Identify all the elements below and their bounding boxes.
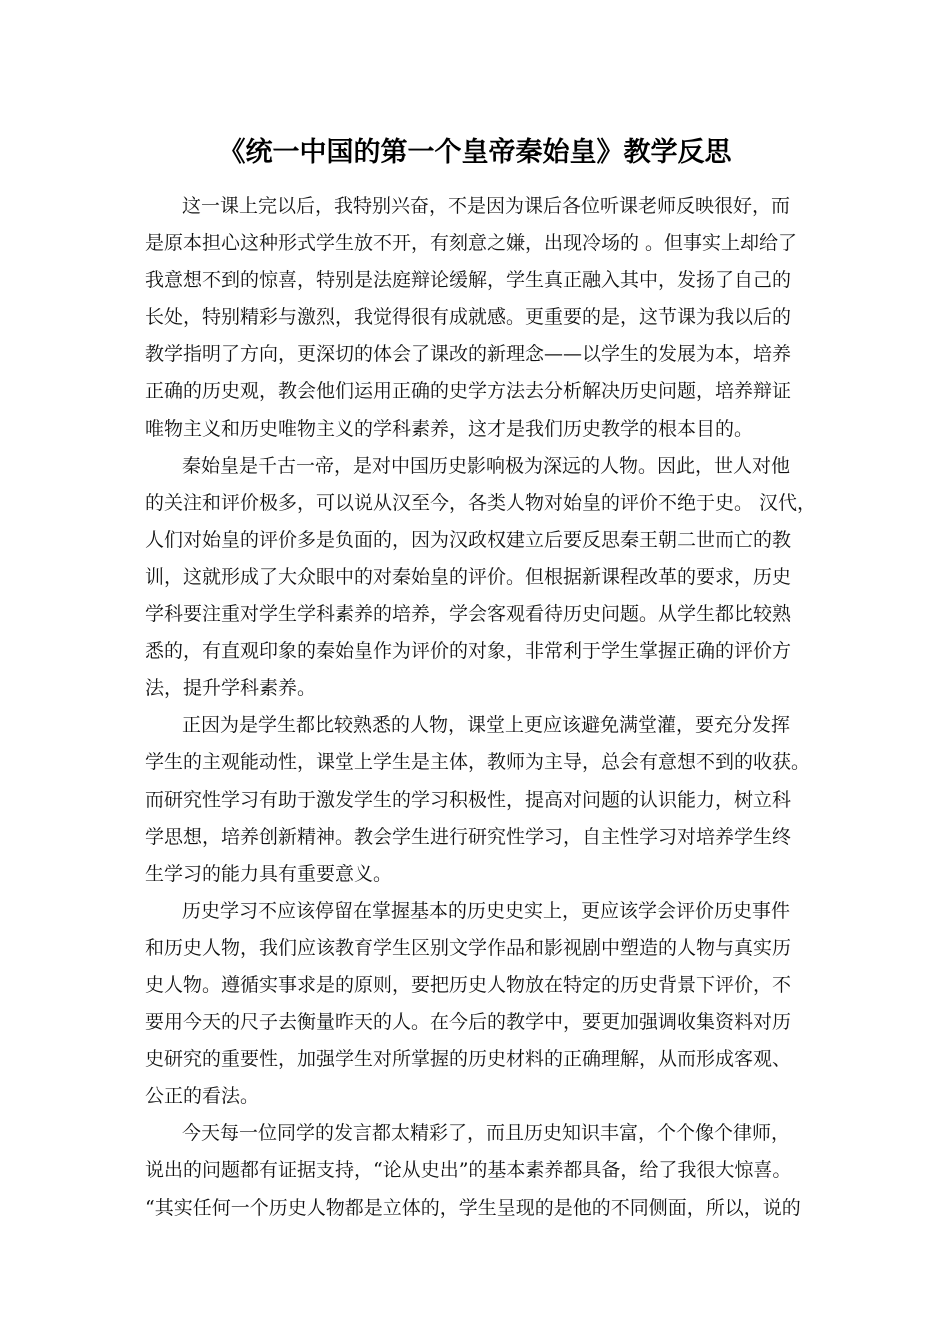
text-line: 史研究的重要性，加强学生对所掌握的历史材料的正确理解，从而形成客观、 bbox=[145, 1048, 792, 1071]
text-line: 而研究性学习有助于激发学生的学习积极性，提高对问题的认识能力，树立科 bbox=[145, 788, 792, 811]
text-line: 学思想，培养创新精神。教会学生进行研究性学习，自主性学习对培养学生终 bbox=[145, 825, 792, 848]
text-line: “其实任何一个历史人物都是立体的，学生呈现的是他的不同侧面，所以，说的 bbox=[145, 1196, 801, 1219]
text-line: 正确的历史观，教会他们运用正确的史学方法去分析解决历史问题，培养辩证 bbox=[145, 380, 792, 403]
text-line: 公正的看法。 bbox=[145, 1085, 260, 1108]
text-line: 的关注和评价极多，可以说从汉至今，各类人物对始皇的评价不绝于史。 汉代， bbox=[145, 491, 817, 514]
text-line: 学生的主观能动性，课堂上学生是主体，教师为主导，总会有意想不到的收获。 bbox=[145, 751, 811, 774]
text-line: 人们对始皇的评价多是负面的，因为汉政权建立后要反思秦王朝二世而亡的教 bbox=[145, 528, 792, 551]
text-line: 是原本担心这种形式学生放不开，有刻意之嫌，出现冷场的 。但事实上却给了 bbox=[145, 232, 798, 255]
text-line: 法，提升学科素养。 bbox=[145, 677, 317, 700]
text-line: 这一课上完以后，我特别兴奋，不是因为课后各位听课老师反映很好，而 bbox=[182, 195, 791, 217]
text-line: 正因为是学生都比较熟悉的人物，课堂上更应该避免满堂灌，要充分发挥 bbox=[182, 714, 791, 737]
text-line: 今天每一位同学的发言都太精彩了，而且历史知识丰富，个个像个律师， bbox=[182, 1122, 791, 1145]
text-line: 训，这就形成了大众眼中的对秦始皇的评价。但根据新课程改革的要求，历史 bbox=[145, 565, 792, 588]
text-line: 悉的，有直观印象的秦始皇作为评价的对象，非常利于学生掌握正确的评价方 bbox=[145, 640, 792, 663]
text-line: 要用今天的尺子去衡量昨天的人。在今后的教学中，要更加强调收集资料对历 bbox=[145, 1011, 792, 1034]
document-body bbox=[145, 188, 825, 1227]
text-line: 唯物主义和历史唯物主义的学科素养，这才是我们历史教学的根本目的。 bbox=[145, 417, 754, 440]
text-line: 学科要注重对学生学科素养的培养，学会客观看待历史问题。从学生都比较熟 bbox=[145, 603, 792, 626]
text-line: 长处，特别精彩与激烈，我觉得很有成就感。更重要的是，这节课为我以后的 bbox=[145, 306, 792, 329]
text-line: 说出的问题都有证据支持，“论从史出”的基本素养都具备，给了我很大惊喜。 bbox=[145, 1159, 792, 1182]
text-line: 生学习的能力具有重要意义。 bbox=[145, 862, 393, 885]
document-title: 《统一中国的第一个皇帝秦始皇》教学反思 bbox=[218, 137, 732, 168]
text-line: 史人物。遵循实事求是的原则，要把历史人物放在特定的历史背景下评价，不 bbox=[145, 973, 792, 996]
text-line: 秦始皇是千古一帝，是对中国历史影响极为深远的人物。因此，世人对他 bbox=[182, 454, 791, 477]
text-line: 我意想不到的惊喜，特别是法庭辩论缓解，学生真正融入其中，发扬了自己的 bbox=[145, 269, 792, 292]
text-line: 和历史人物，我们应该教育学生区别文学作品和影视剧中塑造的人物与真实历 bbox=[145, 936, 792, 959]
text-line: 教学指明了方向，更深切的体会了课改的新理念——以学生的发展为本，培养 bbox=[145, 343, 792, 366]
text-line: 历史学习不应该停留在掌握基本的历史史实上，更应该学会评价历史事件 bbox=[182, 899, 791, 922]
